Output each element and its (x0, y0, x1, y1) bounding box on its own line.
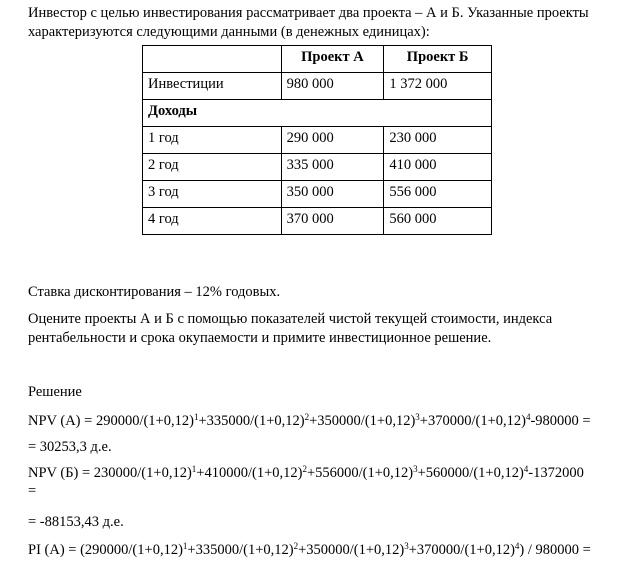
task-paragraph: Оцените проекты А и Б с помощью показателей чистой текущей стоимости, индекса рентабельности и срока окупаемости и примите инвестиционное решение. (28, 311, 553, 346)
table-row-investments (143, 73, 492, 100)
table-cell: 350 000 (281, 181, 384, 208)
npv-b-tail: = (28, 483, 37, 499)
formula-exponent: 4 (514, 541, 520, 551)
formula-exponent: 3 (404, 541, 409, 551)
table-cell: 410 000 (384, 154, 492, 181)
formula-exponent: 2 (302, 464, 307, 474)
table-header-row (143, 46, 492, 73)
table-row (143, 181, 492, 208)
table-cell: 980 000 (281, 73, 384, 100)
investment-table (142, 45, 492, 235)
table-cell: 230 000 (384, 127, 492, 154)
formula-term: +560000/(1+0,12) (417, 465, 524, 481)
formula-term: +350000/(1+0,12) (309, 413, 416, 429)
formula-exponent: 3 (413, 464, 418, 474)
formula-label: PI (А) = ( (28, 542, 85, 558)
npv-a-result: = 30253,3 д.е. (28, 439, 112, 455)
formula-exponent: 1 (182, 541, 188, 551)
formula-exponent: 4 (523, 464, 529, 474)
solution-title: Решение (28, 384, 82, 400)
table-row-income-label (143, 100, 492, 127)
table-row (143, 127, 492, 154)
table-cell: 556 000 (384, 181, 492, 208)
formula-tail: ) / 980000 = (519, 542, 591, 558)
npv-a-formula (28, 412, 614, 431)
discount-rate-text: Ставка дисконтирования – 12% годовых. (28, 284, 281, 300)
formula-exponent: 1 (193, 412, 199, 422)
intro-paragraph: Инвестор с целью инвестирования рассматривает два проекта – А и Б. Указанные проекты характеризуются следующими данными (в денежных единицах): (28, 5, 589, 40)
income-label-cell: Доходы (143, 100, 492, 127)
formula-term: +335000/(1+0,12) (198, 413, 305, 429)
formula-label: NPV (А) = (28, 413, 96, 429)
formula-term: 230000/(1+0,12) (93, 465, 192, 481)
table-cell: 4 год (143, 208, 282, 235)
table-cell: 1 372 000 (384, 73, 492, 100)
table-cell: 335 000 (281, 154, 384, 181)
table-cell: 290 000 (281, 127, 384, 154)
npv-b-result: = -88153,43 д.е. (28, 514, 124, 530)
formula-exponent: 4 (525, 412, 531, 422)
formula-term: +370000/(1+0,12) (419, 413, 526, 429)
formula-label: NPV (Б) = (28, 465, 94, 481)
formula-exponent: 2 (304, 412, 310, 422)
table-row (143, 154, 492, 181)
formula-term: +370000/(1+0,12) (408, 542, 515, 558)
formula-term: +350000/(1+0,12) (298, 542, 405, 558)
table-header-project-b: Проект Б (384, 46, 492, 73)
pi-a-formula (28, 541, 614, 560)
table-cell: 2 год (143, 154, 282, 181)
npv-b-formula (28, 464, 614, 483)
table-cell: 3 год (143, 181, 282, 208)
formula-exponent: 1 (191, 464, 197, 474)
table-header-project-a: Проект А (281, 46, 384, 73)
formula-exponent: 3 (415, 412, 420, 422)
formula-tail: -980000 = (530, 413, 591, 429)
formula-term: 290000/(1+0,12) (84, 542, 183, 558)
table-header-cell (143, 46, 282, 73)
formula-term: 290000/(1+0,12) (95, 413, 194, 429)
formula-term: +556000/(1+0,12) (306, 465, 414, 481)
table-row (143, 208, 492, 235)
formula-term: +410000/(1+0,12) (196, 465, 303, 481)
formula-exponent: 2 (293, 541, 299, 551)
table-cell: 560 000 (384, 208, 492, 235)
formula-tail: -1372000 (528, 465, 584, 481)
formula-term: +335000/(1+0,12) (187, 542, 294, 558)
table-cell: Инвестиции (143, 73, 282, 100)
table-cell: 1 год (143, 127, 282, 154)
table-cell: 370 000 (281, 208, 384, 235)
